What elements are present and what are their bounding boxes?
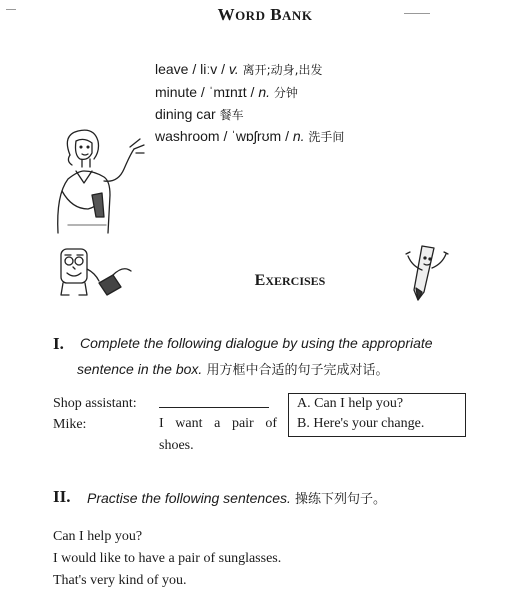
exercises-initial: E — [254, 272, 266, 289]
word-bank-entry — [155, 84, 298, 101]
word-bank-meaning: 分钟 — [270, 86, 298, 100]
section1-instruction-line1: Complete the following dialogue by using the appropriate — [80, 335, 433, 351]
mike-reply: I want a pair of shoes. — [159, 416, 277, 453]
section1-instruction-text: sentence in the box. — [77, 361, 203, 377]
title-initial-w: W — [217, 5, 236, 24]
woman-illustration — [48, 125, 158, 235]
section1-instruction-line2 — [77, 359, 388, 378]
option-b: B. Here's your change. — [297, 416, 425, 431]
decorative-rule-right — [404, 13, 430, 14]
word-bank-meaning: 餐车 — [219, 108, 244, 122]
word-bank-entry — [155, 61, 322, 78]
speaker-mike: Mike: — [53, 417, 87, 432]
page-title — [0, 5, 530, 25]
title-rest-ank: ANK — [282, 8, 313, 23]
word-bank-term: leave / liːv / — [155, 61, 229, 77]
word-bank-entry — [155, 106, 244, 123]
section1-instruction-cn: 用方框中合适的句子完成对话。 — [202, 363, 389, 378]
word-bank-pos: n. — [258, 84, 271, 100]
answer-blank[interactable] — [159, 407, 269, 408]
pencil-illustration — [402, 240, 452, 302]
section2-instruction-cn: 操练下列句子。 — [290, 492, 387, 507]
title-initial-b: B — [270, 5, 283, 24]
word-bank-meaning: 洗手间 — [304, 130, 345, 144]
section-number-1: I. — [53, 334, 64, 353]
exercises-heading — [0, 272, 530, 290]
practice-sentence: I would like to have a pair of sunglasses. — [53, 551, 282, 566]
practice-sentence: Can I help you? — [53, 529, 143, 544]
word-bank-pos: n. — [292, 128, 305, 144]
speaker-shop-assistant: Shop assistant: — [53, 396, 137, 411]
exercises-rest: XERCISES — [265, 274, 326, 288]
word-bank-entry — [155, 128, 344, 145]
option-a: A. Can I help you? — [297, 396, 404, 411]
word-bank-term: dining car — [155, 106, 220, 122]
word-bank-term: washroom / ˈwɒʃrʊm / — [155, 128, 293, 144]
section2-instruction — [87, 488, 386, 507]
word-bank-pos: v. — [228, 61, 239, 77]
practice-sentence: That's very kind of you. — [53, 573, 187, 588]
word-bank-term: minute / ˈmɪnɪt / — [155, 84, 259, 100]
section-number-2: II. — [53, 487, 71, 506]
word-bank-meaning: 离开;动身,出发 — [238, 63, 323, 77]
title-rest-ord: ORD — [235, 8, 266, 23]
section2-instruction-text: Practise the following sentences. — [87, 490, 291, 506]
